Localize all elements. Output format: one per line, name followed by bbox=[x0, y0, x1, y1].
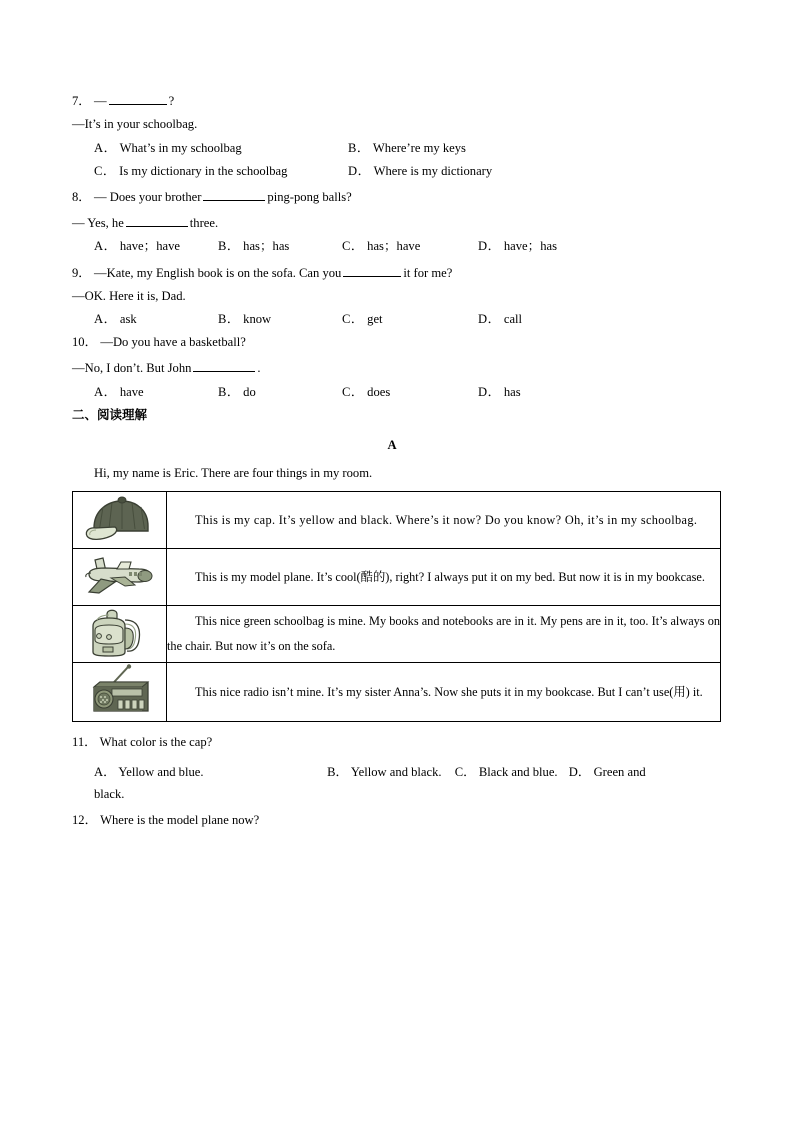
question-8-stem-prefix: — Does your brother bbox=[94, 189, 202, 204]
question-8-options bbox=[72, 240, 722, 253]
question-10-blank bbox=[193, 359, 255, 372]
question-8-option-a-label: A． bbox=[94, 239, 117, 254]
question-12-number: 12． bbox=[72, 813, 98, 828]
table-row bbox=[73, 663, 721, 722]
question-9-option-a-text: ask bbox=[119, 312, 137, 327]
question-10-option-b-label: B． bbox=[218, 384, 240, 399]
section-heading-reading: 二、阅读理解 bbox=[72, 407, 148, 423]
question-10-option-d-label: D． bbox=[478, 384, 501, 399]
schoolbag-image-cell bbox=[73, 606, 167, 663]
question-10-number: 10． bbox=[72, 335, 98, 350]
question-11-option-a[interactable] bbox=[94, 761, 324, 784]
question-7-option-a-text: What’s in my schoolbag bbox=[119, 140, 242, 155]
question-9-option-b-label: B． bbox=[218, 312, 240, 327]
question-7-option-c-text: Is my dictionary in the schoolbag bbox=[119, 163, 288, 178]
question-11-option-c-text: Black and blue. bbox=[478, 764, 558, 779]
question-11-option-d-label: D． bbox=[568, 764, 591, 779]
model-plane-icon bbox=[81, 552, 159, 602]
question-7-number: 7． bbox=[72, 93, 91, 108]
question-8-blank-2 bbox=[126, 214, 188, 227]
question-11-option-d[interactable] bbox=[569, 761, 646, 784]
question-9-option-d-label: D． bbox=[478, 312, 501, 327]
question-8-option-b[interactable] bbox=[218, 240, 342, 253]
question-11-option-a-label: A． bbox=[94, 764, 116, 779]
question-9-options bbox=[72, 313, 722, 326]
question-9-option-d-text: call bbox=[503, 312, 523, 327]
question-9-answer-line: —OK. Here it is, Dad. bbox=[72, 288, 186, 303]
question-7-option-d[interactable] bbox=[348, 165, 602, 178]
schoolbag-icon bbox=[85, 606, 155, 662]
question-8-number: 8． bbox=[72, 189, 91, 204]
cap-icon bbox=[84, 494, 156, 546]
question-7-blank bbox=[109, 92, 167, 105]
question-9-option-b[interactable] bbox=[218, 313, 342, 326]
question-9-number: 9． bbox=[72, 265, 91, 280]
radio-image-cell bbox=[73, 663, 167, 722]
question-8-option-d[interactable] bbox=[478, 240, 602, 253]
plane-image-cell bbox=[73, 549, 167, 606]
question-11-option-d-text: Green and bbox=[593, 764, 646, 779]
cap-text-cell: This is my cap. It’s yellow and black. Where’s it now? Do you know? Oh, it’s in my schoolbag. bbox=[167, 492, 721, 549]
passage-intro: Hi, my name is Eric. There are four things in my room. bbox=[94, 465, 373, 480]
question-10-option-b[interactable] bbox=[218, 386, 342, 399]
question-10-answer-line bbox=[72, 359, 722, 375]
question-7-option-d-label: D． bbox=[348, 163, 371, 178]
question-10-answer-suffix: . bbox=[257, 361, 261, 376]
question-8-option-d-label: D． bbox=[478, 239, 501, 254]
question-11-option-a-text: Yellow and blue. bbox=[118, 764, 204, 779]
question-7-options-row-1 bbox=[72, 142, 722, 155]
question-9-option-a[interactable] bbox=[94, 313, 218, 326]
schoolbag-text-cell: This nice green schoolbag is mine. My books and notebooks are in it. My pens are in it, too. It’s always on the chair. But now it’s on the sofa. bbox=[167, 606, 721, 663]
question-10-option-c-label: C． bbox=[342, 384, 364, 399]
radio-text-cell: This nice radio isn’t mine. It’s my sister Anna’s. Now she puts it in my bookcase. But I can’t use(用) it. bbox=[167, 663, 721, 722]
question-8-option-b-text: has；has bbox=[243, 239, 290, 254]
question-10-option-d[interactable] bbox=[478, 386, 602, 399]
table-row bbox=[73, 549, 721, 606]
question-8-answer-prefix: — Yes, he bbox=[72, 215, 124, 230]
question-8-option-d-text: have；has bbox=[503, 239, 558, 254]
question-7-option-c-label: C． bbox=[94, 163, 116, 178]
question-11-option-c[interactable] bbox=[455, 761, 558, 784]
question-10-answer-prefix: —No, I don’t. But John bbox=[72, 361, 192, 376]
question-8-option-b-label: B． bbox=[218, 239, 240, 254]
question-7-option-b[interactable] bbox=[348, 142, 602, 155]
question-8-option-a[interactable] bbox=[94, 240, 218, 253]
question-10-option-c[interactable] bbox=[342, 386, 478, 399]
plane-text-cell: This is my model plane. It’s cool(酷的), right? I always put it on my bed. But now it is in my bookcase. bbox=[167, 549, 721, 606]
question-10-options bbox=[72, 386, 722, 399]
question-10-option-b-text: do bbox=[243, 384, 256, 399]
question-8-option-c[interactable] bbox=[342, 240, 478, 253]
question-8-blank-1 bbox=[203, 188, 265, 201]
question-8-stem-suffix: ping-pong balls? bbox=[267, 189, 352, 204]
question-10-option-a-label: A． bbox=[94, 384, 117, 399]
question-11-number: 11． bbox=[72, 735, 97, 750]
question-10-option-a-text: have bbox=[119, 384, 144, 399]
question-9-option-c-text: get bbox=[367, 312, 383, 327]
question-8-option-c-label: C． bbox=[342, 239, 364, 254]
question-10-option-a[interactable] bbox=[94, 386, 218, 399]
question-11-option-b[interactable] bbox=[327, 761, 441, 784]
question-10-stem bbox=[72, 336, 722, 349]
question-9-option-d[interactable] bbox=[478, 313, 602, 326]
page-content bbox=[72, 92, 722, 839]
question-10-option-d-text: has bbox=[503, 384, 521, 399]
question-9-stem-suffix: it for me? bbox=[403, 265, 453, 280]
question-8-answer-suffix: three. bbox=[189, 215, 219, 230]
question-9-stem bbox=[72, 264, 722, 280]
question-7-option-a[interactable] bbox=[94, 142, 348, 155]
question-12-stem bbox=[72, 814, 722, 827]
question-7-option-b-text: Where’re my keys bbox=[372, 140, 466, 155]
table-row bbox=[73, 492, 721, 549]
question-9-option-c-label: C． bbox=[342, 312, 364, 327]
question-7-stem-suffix: ? bbox=[168, 93, 175, 108]
question-9-stem-prefix: —Kate, my English book is on the sofa. Can you bbox=[94, 265, 342, 280]
radio-icon bbox=[84, 663, 156, 721]
question-7-answer-line: —It’s in your schoolbag. bbox=[72, 117, 198, 132]
question-11-options bbox=[72, 761, 734, 784]
passage-table bbox=[72, 491, 721, 722]
passage-letter-a: A bbox=[387, 437, 397, 452]
question-11-option-d-continuation: black. bbox=[94, 787, 125, 802]
question-11-option-b-label: B． bbox=[327, 764, 349, 779]
question-10-stem-text: —Do you have a basketball? bbox=[100, 335, 246, 350]
question-7-option-b-label: B． bbox=[348, 140, 370, 155]
table-row bbox=[73, 606, 721, 663]
question-9-option-a-label: A． bbox=[94, 312, 117, 327]
question-7-options-row-2 bbox=[72, 165, 722, 178]
question-12-stem-text: Where is the model plane now? bbox=[100, 813, 260, 828]
question-7-option-c[interactable] bbox=[94, 165, 348, 178]
question-7-stem-prefix: — bbox=[94, 93, 107, 108]
question-7-stem bbox=[72, 92, 722, 108]
question-7-option-d-text: Where is my dictionary bbox=[373, 163, 493, 178]
question-11-option-c-label: C． bbox=[454, 764, 476, 779]
question-9-option-c[interactable] bbox=[342, 313, 478, 326]
question-9-blank bbox=[343, 264, 401, 277]
question-11-stem-text: What color is the cap? bbox=[99, 735, 213, 750]
question-8-option-c-text: has；have bbox=[367, 239, 421, 254]
question-11-stem bbox=[72, 736, 722, 749]
question-11-option-b-text: Yellow and black. bbox=[350, 764, 442, 779]
question-9-option-b-text: know bbox=[243, 312, 272, 327]
question-8-answer-line bbox=[72, 214, 722, 230]
question-10-option-c-text: does bbox=[367, 384, 391, 399]
question-8-stem bbox=[72, 188, 722, 204]
question-8-option-a-text: have；have bbox=[119, 239, 180, 254]
cap-image-cell bbox=[73, 492, 167, 549]
question-7-option-a-label: A． bbox=[94, 140, 117, 155]
